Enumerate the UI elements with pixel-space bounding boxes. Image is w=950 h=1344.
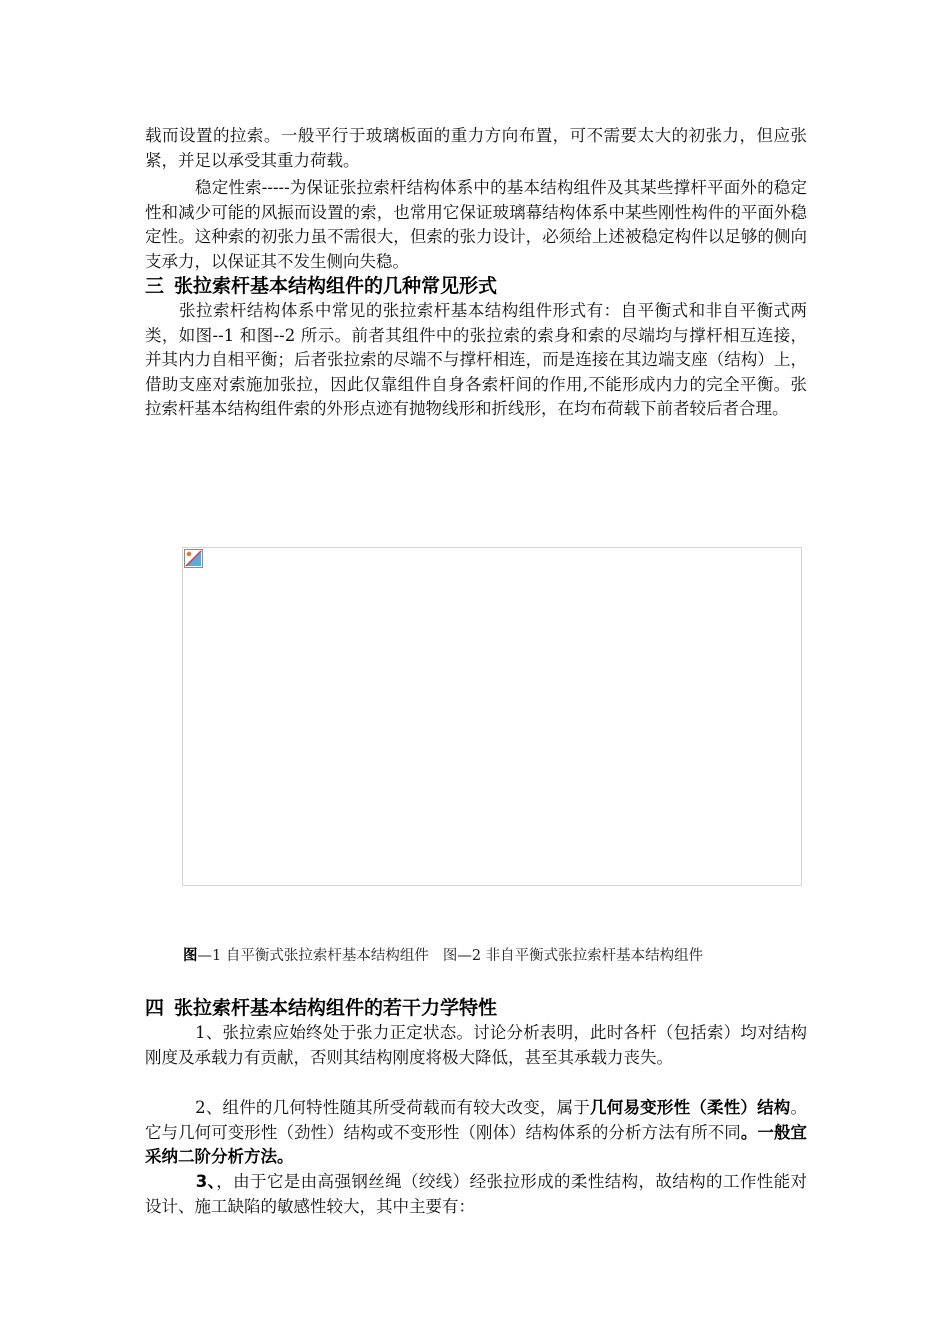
broken-image-icon [184,549,203,568]
figure-caption [183,945,703,967]
paragraph-point-3 [145,1170,807,1219]
paragraph-text: 。它与几何可变形性（劲性）结构或不变形性（刚体）结构体系的分析方法有所不同 [145,1098,808,1142]
caption-lead: 图 [183,948,198,964]
paragraph-point-1 [145,1021,807,1070]
paragraph-text: 载而设置的拉索。一般平行于玻璃板面的重力方向布置，可不需要太大的初张力，但应张紧，并足以承受其重力荷载。 [145,126,807,170]
paragraph-text: 2、组件的几何特性随其所受荷载而有较大改变，属于 [145,1098,591,1117]
paragraph-stability-cable [145,176,807,274]
paragraph-text: 张拉索杆结构体系中常见的张拉索杆基本结构组件形式有：自平衡式和非自平衡式两类，如图--1 和图--2 所示。前者其组件中的张拉索的索身和索的尽端均与撑杆相互连接，并其内力自相平衡；后者张拉索的尽端不与撑杆相连，而是连接在其边端支座（结构）上，借助支座对索施加张拉，因此仅靠组件自身各索杆间的作用,不能形成内力的完全平衡。张拉索杆基本结构组件索的外形点迹有抛物线形和折线形，在均布荷载下前者较后者合理。 [145,301,807,418]
section-number: 三 [145,275,165,297]
paragraph-text: ，由于它是由高强钢丝绳（绞线）经张拉形成的柔性结构，故结构的工作性能对设计、施工缺陷的敏感性较大，其中主要有： [145,1172,808,1216]
section-heading-4 [145,996,807,1020]
bold-term: 。一般宜采纳二阶分析方法。 [145,1122,808,1166]
paragraph-cable-gravity [145,124,807,173]
paragraph-point-2 [145,1096,807,1170]
caption-figure-1: —1 自平衡式张拉索杆基本结构组件 [197,948,429,964]
section-heading-3 [145,274,807,298]
paragraph-text: 稳定性索-----为保证张拉索杆结构体系中的基本结构组件及其某些撑杆平面外的稳定性和减少可能的风振而设置的索，也常用它保证玻璃幕结构体系中某些刚性构件的平面外稳定性。这种索的初张力虽不需很大，但索的张力设计，必须给上述被稳定构件以足够的侧向支承力，以保证其不发生侧向失稳。 [145,178,807,271]
paragraph-text: 1、张拉索应始终处于张力正定状态。讨论分析表明，此时各杆（包括索）均对结构刚度及承载力有贡献，否则其结构刚度将极大降低，甚至其承载力丧失。 [145,1023,807,1067]
section-number: 四 [145,997,165,1019]
caption-figure-2: 图—2 非自平衡式张拉索杆基本结构组件 [442,948,704,964]
figure-image-placeholder [182,547,802,886]
section-title: 张拉索杆基本结构组件的几种常见形式 [174,275,498,297]
bold-term: 几何易变形性（柔性）结构 [590,1098,791,1117]
paragraph-component-forms [145,299,807,422]
paragraph-indent [145,1172,196,1191]
bold-term: 3、 [195,1172,217,1191]
section-title: 张拉索杆基本结构组件的若干力学特性 [174,997,498,1019]
